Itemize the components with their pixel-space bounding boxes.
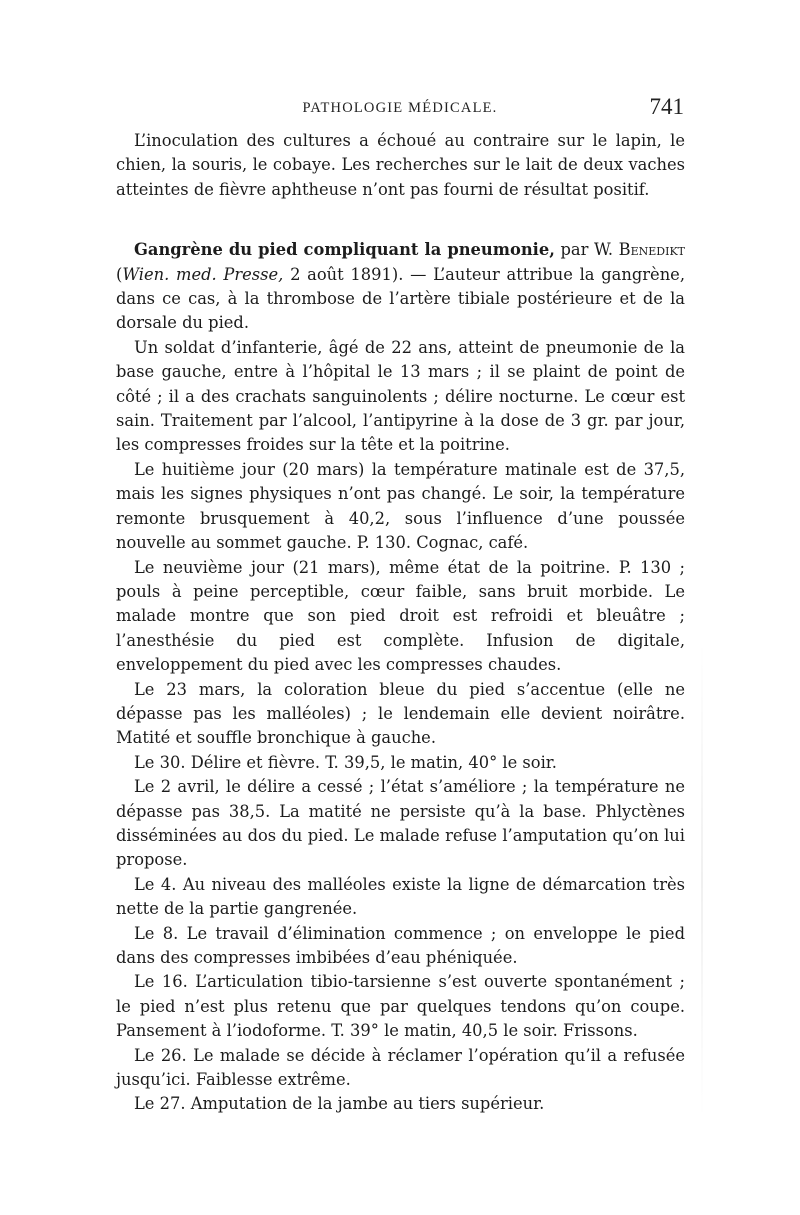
body-text [116,129,685,1117]
paragraph: Un soldat d’infanterie, âgé de 22 ans, atteint de pneumonie de la base gauche, entre à l’hôpital le 13 mars ; il se plaint de point de côté ; il a des crachats sanguinolents ; délire nocturne. Le cœur est sain. Traitement par l’alcool, l’antipyrine à la dose de 3 gr. par jour, les compresses froides sur la tête et la poitrine. [116,337,685,455]
article-date-summary: 2 août 1891). — L’auteur attribue la gangrène, dans ce cas, à la thrombose de l’artère tibiale postérieure et de la dorsale du pied. [116,264,685,333]
paragraph: Le 23 mars, la coloration bleue du pied s’accentue (elle ne dépasse pas les malléoles) ; le lendemain elle devient noirâtre. Matité et souffle bronchique à gauche. [116,679,685,748]
page-number: 741 [649,94,684,119]
paragraph: Le 4. Au niveau des malléoles existe la ligne de démarcation très nette de la partie gangrenée. [116,874,685,919]
author-name: Benedikt [618,240,685,260]
paragraph: Le 16. L’articulation tibio-tarsienne s’est ouverte spontanément ; le pied n’est plus retenu que par quelques tendons qu’on coupe. Pansement à l’iodoforme. T. 39° le matin, 40,5 le soir. Frissons. [116,972,685,1041]
author-prefix: par W. [560,240,614,260]
journal-name: Wien. med. Presse, [122,264,284,284]
paragraph: Le 26. Le malade se décide à réclamer l’opération qu’il a refusée jusqu’ici. Faiblesse extrême. [116,1045,685,1090]
paragraph: Le 30. Délire et fièvre. T. 39,5, le matin, 40° le soir. [134,752,557,772]
paragraph-intro: L’inoculation des cultures a échoué au contraire sur le lapin, le chien, la souris, le cobaye. Les recherches sur le lait de deux vaches atteintes de fièvre aphtheuse n’ont pas fourni de résultat positif. [116,131,685,199]
journal-open: ( [116,264,123,284]
running-header [116,94,684,124]
paragraph: Le 27. Amputation de la jambe au tiers supérieur. [134,1094,545,1114]
paragraph: Le neuvième jour (21 mars), même état de la poitrine. P. 130 ; pouls à peine perceptible, cœur faible, sans bruit morbide. Le malade montre que son pied droit est refroidi et bleuâtre ; l’anesthésie du pied est complète. Infusion de digitale, enveloppement du pied avec les compresses chaudes. [116,557,685,675]
paragraph: Le 8. Le travail d’élimination commence ; on enveloppe le pied dans des compresses imbibées d’eau phéniquée. [116,923,685,967]
page-edge-shadow [701,640,703,1120]
article-title: Gangrène du pied compliquant la pneumonie, [134,240,555,260]
paragraph: Le huitième jour (20 mars) la température matinale est de 37,5, mais les signes physiques n’ont pas changé. Le soir, la température remonte brusquement à 40,2, sous l’influence d’une poussée nouvelle au sommet gauche. P. 130. Cognac, café. [116,459,685,553]
paragraph: Le 2 avril, le délire a cessé ; l’état s’améliore ; la température ne dépasse pas 38,5. La matité ne persiste qu’à la base. Phlyctènes disséminées au dos du pied. Le malade refuse l’amputation qu’on lui propose. [116,777,685,870]
running-title: PATHOLOGIE MÉDICALE. [302,100,498,116]
article-heading-paragraph [116,238,685,336]
